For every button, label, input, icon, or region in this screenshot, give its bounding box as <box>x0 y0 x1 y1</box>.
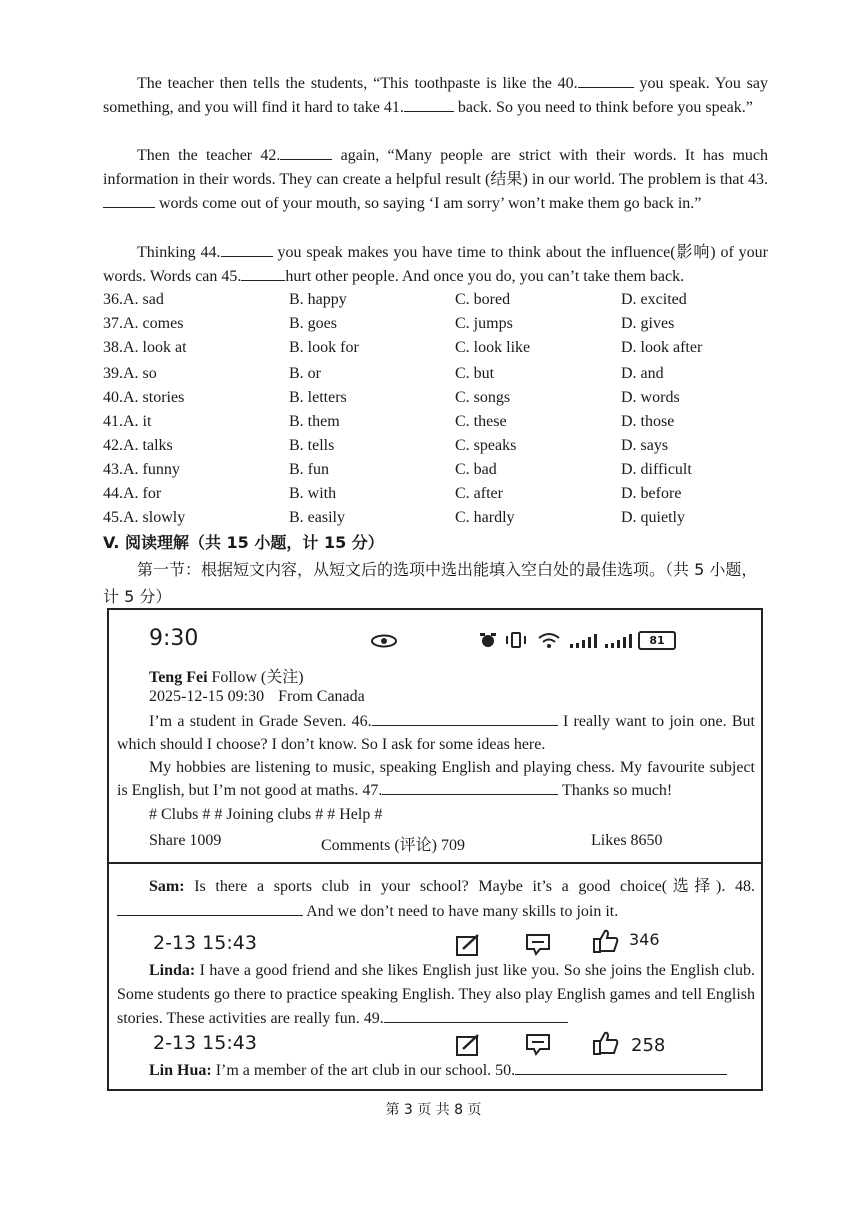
blank-48 <box>117 901 303 916</box>
option-a: 39.A. so <box>103 365 157 382</box>
option-b: B. look for <box>289 339 359 356</box>
blank-50 <box>515 1060 727 1075</box>
option-a: 36.A. sad <box>103 291 164 308</box>
option-a: 45.A. slowly <box>103 509 186 526</box>
option-a: 41.A. it <box>103 413 152 430</box>
signal-icon-2 <box>605 632 633 648</box>
status-time: 9:30 <box>149 626 199 651</box>
option-d: D. look after <box>621 339 703 356</box>
blank-41 <box>404 97 454 112</box>
thumbs-up-icon[interactable] <box>592 1030 620 1056</box>
option-c: C. hardly <box>455 509 515 526</box>
post-divider <box>109 862 761 864</box>
option-d: D. words <box>621 389 680 406</box>
post-datetime: 2025-12-15 09:30 <box>149 688 265 705</box>
reply-linda <box>117 959 755 1031</box>
option-c: C. look like <box>455 339 531 356</box>
comments-count[interactable]: Comments (评论) 709 <box>321 837 465 854</box>
option-c: C. bad <box>455 461 497 478</box>
edit-icon[interactable] <box>455 1033 481 1057</box>
option-d: D. gives <box>621 315 675 332</box>
options-row-38 <box>103 339 783 363</box>
option-b: B. easily <box>289 509 345 526</box>
post-author: Teng Fei <box>149 669 208 686</box>
option-c: C. these <box>455 413 507 430</box>
options-row-43 <box>103 461 783 485</box>
post-body <box>117 710 755 802</box>
blank-47 <box>382 780 558 795</box>
text: The teacher then tells the students, “This toothpaste is like the 40. <box>137 75 578 92</box>
reply-author: Lin Hua: <box>149 1062 212 1079</box>
option-d: D. excited <box>621 291 687 308</box>
text: hurt other people. And once you do, you can’t take them back. <box>285 268 685 285</box>
blank-44 <box>221 242 273 257</box>
text: I’m a member of the art club in our school. 50. <box>211 1062 516 1079</box>
option-c: C. after <box>455 485 503 502</box>
option-d: D. says <box>621 437 669 454</box>
reply-time: 2-13 15:43 <box>153 932 257 954</box>
option-d: D. quietly <box>621 509 685 526</box>
blank-49 <box>384 1008 568 1023</box>
options-row-40 <box>103 389 783 413</box>
blank-46 <box>372 711 558 726</box>
text: And we don’t need to have many skills to join it. <box>303 903 619 920</box>
section-title: V. 阅读理解（共 15 小题，计 15 分） <box>103 533 384 552</box>
reply-author: Linda: <box>149 962 196 979</box>
vibrate-icon <box>505 632 527 648</box>
share-count[interactable]: Share 1009 <box>149 832 222 849</box>
option-b: B. tells <box>289 437 335 454</box>
post-meta <box>149 688 365 706</box>
options-row-42 <box>103 437 783 461</box>
option-d: D. difficult <box>621 461 692 478</box>
text: Thinking 44. <box>137 244 221 261</box>
text: I’m a student in Grade Seven. 46. <box>149 713 372 730</box>
option-b: B. with <box>289 485 337 502</box>
options-row-39 <box>103 365 783 389</box>
section-instruction <box>103 556 773 610</box>
reply-time: 2-13 15:43 <box>153 1032 257 1054</box>
text: you speak makes you have time to think about the influence(影响) of your words. Words can 45. <box>103 244 768 285</box>
follow-button[interactable]: Follow (关注) <box>211 669 304 686</box>
option-c: C. songs <box>455 389 511 406</box>
post-location: From Canada <box>278 688 365 705</box>
passage-paragraph-1 <box>103 72 768 120</box>
reply-sam <box>117 874 755 924</box>
option-b: B. or <box>289 365 321 382</box>
text: you speak. You say something, and you will find it hard to take 41. <box>103 75 768 116</box>
edit-icon[interactable] <box>455 933 481 957</box>
text: Thanks so much! <box>558 782 673 799</box>
options-row-41 <box>103 413 783 437</box>
options-row-44 <box>103 485 783 509</box>
option-d: D. those <box>621 413 675 430</box>
thumbs-up-icon[interactable] <box>592 928 620 954</box>
option-a: 37.A. comes <box>103 315 184 332</box>
blank-43 <box>103 193 155 208</box>
option-d: D. and <box>621 365 664 382</box>
comment-icon[interactable] <box>525 933 551 957</box>
reply-like-count: 346 <box>629 930 660 949</box>
option-b: B. goes <box>289 315 337 332</box>
social-post-screenshot <box>107 608 763 1091</box>
option-c: C. jumps <box>455 315 513 332</box>
post-author-line <box>149 664 304 687</box>
option-a: 38.A. look at <box>103 339 187 356</box>
option-b: B. letters <box>289 389 347 406</box>
option-a: 40.A. stories <box>103 389 185 406</box>
text: again, “Many people are strict with their words. It has much information in their words. They can create a helpful result (结果) in our world. The problem is that 43. <box>103 147 768 188</box>
text: I have a good friend and she likes English just like you. So she joins the English club. Some students go there to practice speaking English. They also play English games and tell English stories. These activities are really fun. 49. <box>117 962 755 1027</box>
post-tags[interactable]: # Clubs # # Joining clubs # # Help # <box>149 806 383 823</box>
wifi-icon <box>537 632 561 648</box>
page-number: 第 3 页 共 8 页 <box>385 1102 482 1118</box>
text: Then the teacher 42. <box>137 147 281 164</box>
option-a: 43.A. funny <box>103 461 180 478</box>
comment-icon[interactable] <box>525 1033 551 1057</box>
options-row-36 <box>103 291 783 315</box>
option-b: B. happy <box>289 291 347 308</box>
alarm-icon <box>479 632 497 648</box>
option-b: B. fun <box>289 461 329 478</box>
battery-icon: 81 <box>638 631 676 650</box>
option-c: C. bored <box>455 291 511 308</box>
reply-lin-hua <box>149 1060 727 1080</box>
instruction-text: 第一节：根据短文内容，从短文后的选项中选出能填入空白处的最佳选项。（共 5 小题，计 5 分） <box>103 560 758 606</box>
text: words come out of your mouth, so saying ‘I am sorry’ won’t make them go back in.” <box>155 195 702 212</box>
eye-icon <box>371 634 397 648</box>
options-row-37 <box>103 315 783 339</box>
blank-45 <box>241 266 285 281</box>
option-b: B. them <box>289 413 340 430</box>
text: back. So you need to think before you speak.” <box>453 99 753 116</box>
passage-paragraph-3 <box>103 241 768 289</box>
text: Is there a sports club in your school? Maybe it’s a good choice(选择). 48. <box>184 878 755 895</box>
option-a: 44.A. for <box>103 485 162 502</box>
passage-paragraph-2 <box>103 144 768 216</box>
option-c: C. speaks <box>455 437 517 454</box>
signal-icon <box>570 632 598 648</box>
text: My hobbies are listening to music, speaking English and playing chess. My favourite subject is English, but I’m not good at maths. 47. <box>117 759 755 799</box>
option-d: D. before <box>621 485 682 502</box>
text: I really want to join one. But which should I choose? I don’t know. So I ask for some ideas here. <box>117 713 755 753</box>
reply-like-count: 258 <box>631 1035 666 1056</box>
blank-40 <box>578 73 634 88</box>
reply-author: Sam: <box>149 878 185 895</box>
option-a: 42.A. talks <box>103 437 173 454</box>
option-c: C. but <box>455 365 495 382</box>
blank-42 <box>280 145 332 160</box>
likes-count[interactable]: Likes 8650 <box>591 832 663 849</box>
